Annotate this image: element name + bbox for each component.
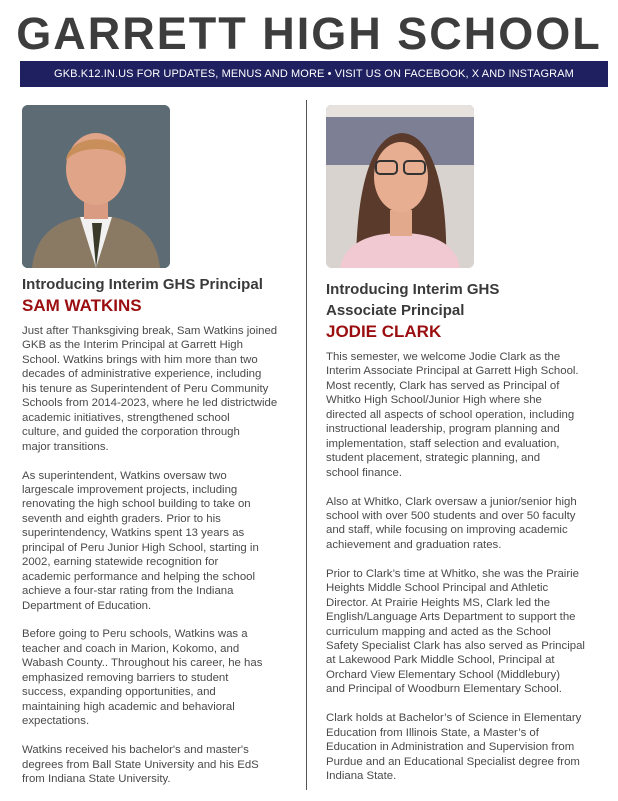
article-paragraph: Clark holds at Bachelor’s of Science in Elementary Education from Illinois State, a Master’s of Education in Administration and Supervision from Purdue and an Educational Specialist degree from Indiana State.	[326, 712, 582, 783]
photo-sam-watkins	[22, 105, 170, 268]
article-paragraph: As superintendent, Watkins oversaw two largescale improvement projects, including renovating the high school building to take on seventh and eighth graders. Prior to his superintendency, Watkins spent 13 years as principal of Peru Junior High School, starting in 2002, earning statewide recognition for academic performance and helping the school achieve a four-star rating from the Indiana Department of Education.	[22, 469, 259, 612]
article-jodie-clark	[326, 279, 611, 798]
article-heading: Introducing Interim GHS Principal	[22, 276, 263, 293]
article-name: SAM WATKINS	[22, 296, 142, 315]
article-sam-watkins	[22, 274, 307, 801]
article-paragraph: Just after Thanksgiving break, Sam Watkins joined GKB as the Interim Principal at Garrett High School. Watkins brings with him more than two decades of administrative experience, including his tenure as Superintendent of Peru Community Schools from 2014-2023, where he led districtwide academic initiatives, strengthened school culture, and guided the corporation through major transitions.	[22, 325, 278, 453]
article-heading: Introducing Interim GHS Associate Principal	[326, 281, 500, 319]
article-paragraph: Also at Whitko, Clark oversaw a junior/senior high school with over 500 students and over 50 faculty and staff, while focusing on improving academic achievement and graduation rates.	[326, 495, 577, 551]
article-paragraph: Before going to Peru schools, Watkins was a teacher and coach in Marion, Kokomo, and Wabash County.. Throughout his career, he has emphasized removing barriers to student success, expanding opportunities, and maintaining high academic and behavioral expectations.	[22, 628, 263, 728]
info-banner: GKB.K12.IN.US FOR UPDATES, MENUS AND MORE • VISIT US ON FACEBOOK, X AND INSTAGRAM	[20, 61, 608, 87]
article-name: JODIE CLARK	[326, 322, 442, 341]
article-paragraph: Watkins received his bachelor's and master's degrees from Ball State University and his EdS from Indiana State University.	[22, 744, 259, 785]
article-paragraph: Prior to Clark’s time at Whitko, she was the Prairie Heights Middle School Principal and Athletic Director. At Prairie Heights MS, Clark led the English/Language Arts Department to support the curriculum mapping and acted as the School Safety Specialist Clark has also served as Principal at Lakewood Park Middle School, Principal at Orchard View Elementary School (Middlebury) and Principal of Woodburn Elementary School.	[326, 567, 585, 696]
page-title: GARRETT HIGH SCHOOL	[16, 8, 602, 59]
article-paragraph: This semester, we welcome Jodie Clark as the Interim Associate Principal at Garrett High School. Most recently, Clark has served as Principal of Whitko High School/Junior High where she directed all aspects of school operation, including instructional leadership, program planning and implementation, staff selection and evaluation, student placement, strategic planning, and school finance.	[326, 351, 579, 479]
photo-jodie-clark	[326, 105, 474, 268]
